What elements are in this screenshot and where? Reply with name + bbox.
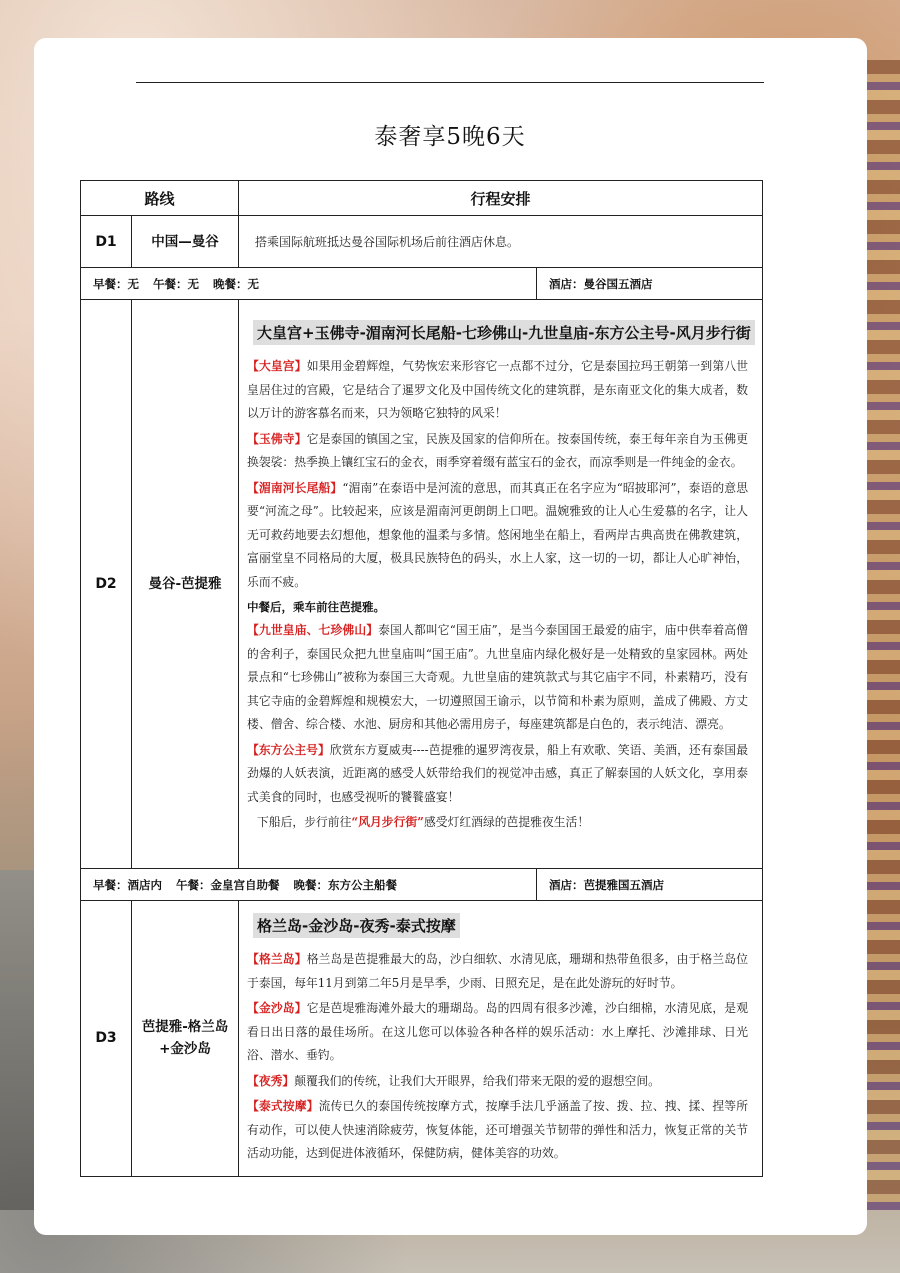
meal-info — [81, 268, 537, 300]
hotel-info: 酒店：曼谷国五酒店 — [537, 268, 763, 300]
section-tag: 【东方公主号】 — [247, 742, 330, 757]
section-text: 它是泰国的镇国之宝，民族及国家的信仰所在。按泰国传统，泰王每年亲自为玉佛更换袈裟：热季换上镶红宝石的金衣，雨季穿着缀有蓝宝石的金衣，而凉季则是一件纯金的金衣。 — [247, 431, 749, 469]
walking-street-tag: “风月步行街” — [351, 815, 424, 829]
section-text: 它是芭堤雅海滩外最大的珊瑚岛。岛的四周有很多沙滩，沙白细棉，水清见底，是观看日出日落的最佳场所。在这儿您可以体验各种各样的娱乐活动：水上摩托、沙滩排球、日光浴、潜水、垂钓。 — [247, 1001, 749, 1062]
day-heading: 格兰岛-金沙岛-夜秀-泰式按摩 — [253, 913, 460, 938]
table-header-row — [81, 181, 763, 216]
meal-row-d1 — [81, 268, 763, 300]
section-text: 格兰岛是芭提雅最大的岛，沙白细软、水清见底，珊瑚和热带鱼很多，由于格兰岛位于泰国，每年11月到第二年5月是旱季，少雨、日照充足，是在此处游玩的好时节。 — [247, 952, 749, 990]
day-label: D2 — [81, 300, 132, 869]
section-tag: 【格兰岛】 — [247, 952, 307, 966]
section-grand-palace — [247, 355, 748, 426]
section-emerald-buddha — [247, 428, 748, 475]
top-divider — [136, 82, 764, 83]
day-heading: 大皇宫+玉佛寺-湄南河长尾船-七珍佛山-九世皇庙-东方公主号-风月步行街 — [253, 320, 755, 345]
section-tag: 【玉佛寺】 — [247, 431, 307, 446]
section-long-tail-boat — [247, 477, 748, 595]
section-night-show — [247, 1070, 748, 1094]
background-statue-left — [0, 870, 34, 1210]
day-row-d1 — [81, 216, 763, 268]
section-text: 如果用金碧辉煌，气势恢宏来形容它一点都不过分，它是泰国拉玛王朝第一到第八世皇居住过的宫殿，它是结合了暹罗文化及中国传统文化的建筑群，是东南亚文化的集大成者，数以万计的游客慕名而来，只为领略它独特的风采！ — [247, 359, 749, 420]
lunch-label: 午餐：金皇宫自助餐 — [176, 877, 280, 892]
section-text: 流传已久的泰国传统按摩方式，按摩手法几乎涵盖了按、拨、拉、拽、揉、捏等所有动作，可以使人快速消除疲劳，恢复体能，还可增强关节韧带的弹性和活力，恢复正常的关节活动功能，达到促进体液循环，保健防病，健体美容的功效。 — [247, 1099, 749, 1160]
dinner-label: 晚餐：东方公主船餐 — [293, 877, 398, 892]
route-label — [132, 901, 239, 1177]
section-tag: 【大皇宫】 — [247, 359, 307, 373]
section-text: 泰国人都叫它“国王庙”，是当今泰国国王最爱的庙宇，庙中供奉着高僧的舍利子，泰国民众把九世皇庙叫“国王庙”。九世皇庙内绿化极好是一处精致的皇家园林。两处景点和“七珍佛山”被称为泰国三大奇观。九世皇庙的建筑款式与其它庙宇不同，朴素精巧，没有其它寺庙的金碧辉煌和规模宏大，一切遵照国王谕示，以节简和朴素为原则，盖成了佛殿、方丈楼、僧舍、综合楼、水池、厨房和其他必需用房子，每座建筑都是白色的，表示纯洁、漂亮。 — [247, 623, 749, 731]
section-text: 颠覆我们的传统，让我们大开眼界，给我们带来无限的爱的遐想空间。 — [294, 1073, 660, 1088]
section-tag: 【九世皇庙、七珍佛山】 — [247, 623, 379, 637]
day-row-d3 — [81, 901, 763, 1177]
meal-info — [81, 869, 537, 901]
breakfast-label: 早餐：无 — [93, 276, 139, 291]
day-label: D3 — [81, 901, 132, 1177]
schedule-text: 搭乘国际航班抵达曼谷国际机场后前往酒店休息。 — [239, 216, 763, 268]
route-label: 中国—曼谷 — [132, 216, 239, 268]
section-walking-street — [247, 811, 748, 835]
section-princess-cruise — [247, 739, 748, 810]
final-text-post: 感受灯红酒绿的芭提雅夜生活！ — [423, 815, 590, 829]
lunch-note: 中餐后，乘车前往芭提雅。 — [247, 600, 386, 614]
section-tag: 【泰式按摩】 — [247, 1099, 319, 1113]
schedule-content — [239, 901, 763, 1177]
section-thai-massage — [247, 1095, 748, 1166]
hotel-info: 酒店：芭提雅国五酒店 — [537, 869, 763, 901]
lunch-label: 午餐：无 — [153, 276, 200, 291]
final-text-pre: 下船后，步行前往 — [257, 815, 352, 829]
meal-row-d2 — [81, 869, 763, 901]
dinner-label: 晚餐：无 — [213, 276, 260, 291]
section-golden-sand-island — [247, 997, 748, 1068]
page-title: 泰奢享5晚6天 — [374, 124, 526, 150]
route-label: 曼谷-芭提雅 — [132, 300, 239, 869]
section-koh-larn — [247, 948, 748, 995]
section-text: 欣赏东方夏威夷----芭提雅的暹罗湾夜景，船上有欢歌、笑语、美酒，还有泰国最劲爆的人妖表演，近距离的感受人妖带给我们的视觉冲击感，真正了解泰国的人妖文化，享用泰式美食的同时，也感受视听的饕餮盛宴！ — [247, 742, 749, 804]
day-row-d2 — [81, 300, 763, 869]
route-line-1: 芭提雅-格兰岛 — [141, 1019, 229, 1036]
header-schedule: 行程安排 — [239, 181, 763, 216]
section-text: “湄南”在泰语中是河流的意思，而其真正在名字应为“昭披耶河”，泰语的意思要“河流之母”。比较起来，应该是湄南河更朗朗上口吧。温婉雅致的让人心生爱慕的名字，让人无可救药地要去幻想他，想象他的温柔与多情。悠闲地坐在船上，看两岸古典高贵在佛教建筑，富丽堂皇不同格局的大厦，极具民族特色的码头，水上人家，这一切的一切，都让人心旷神怡，乐而不疲。 — [247, 480, 749, 589]
route-line-2: +金沙岛 — [159, 1041, 211, 1058]
section-tag: 【金沙岛】 — [247, 1001, 307, 1015]
breakfast-label: 早餐：酒店内 — [93, 877, 162, 892]
section-royal-temple — [247, 619, 748, 737]
section-tag: 【湄南河长尾船】 — [247, 480, 343, 495]
section-tag: 【夜秀】 — [247, 1073, 295, 1088]
schedule-content — [239, 300, 763, 869]
day-label: D1 — [81, 216, 132, 268]
header-route: 路线 — [81, 181, 239, 216]
itinerary-table — [80, 180, 763, 1177]
